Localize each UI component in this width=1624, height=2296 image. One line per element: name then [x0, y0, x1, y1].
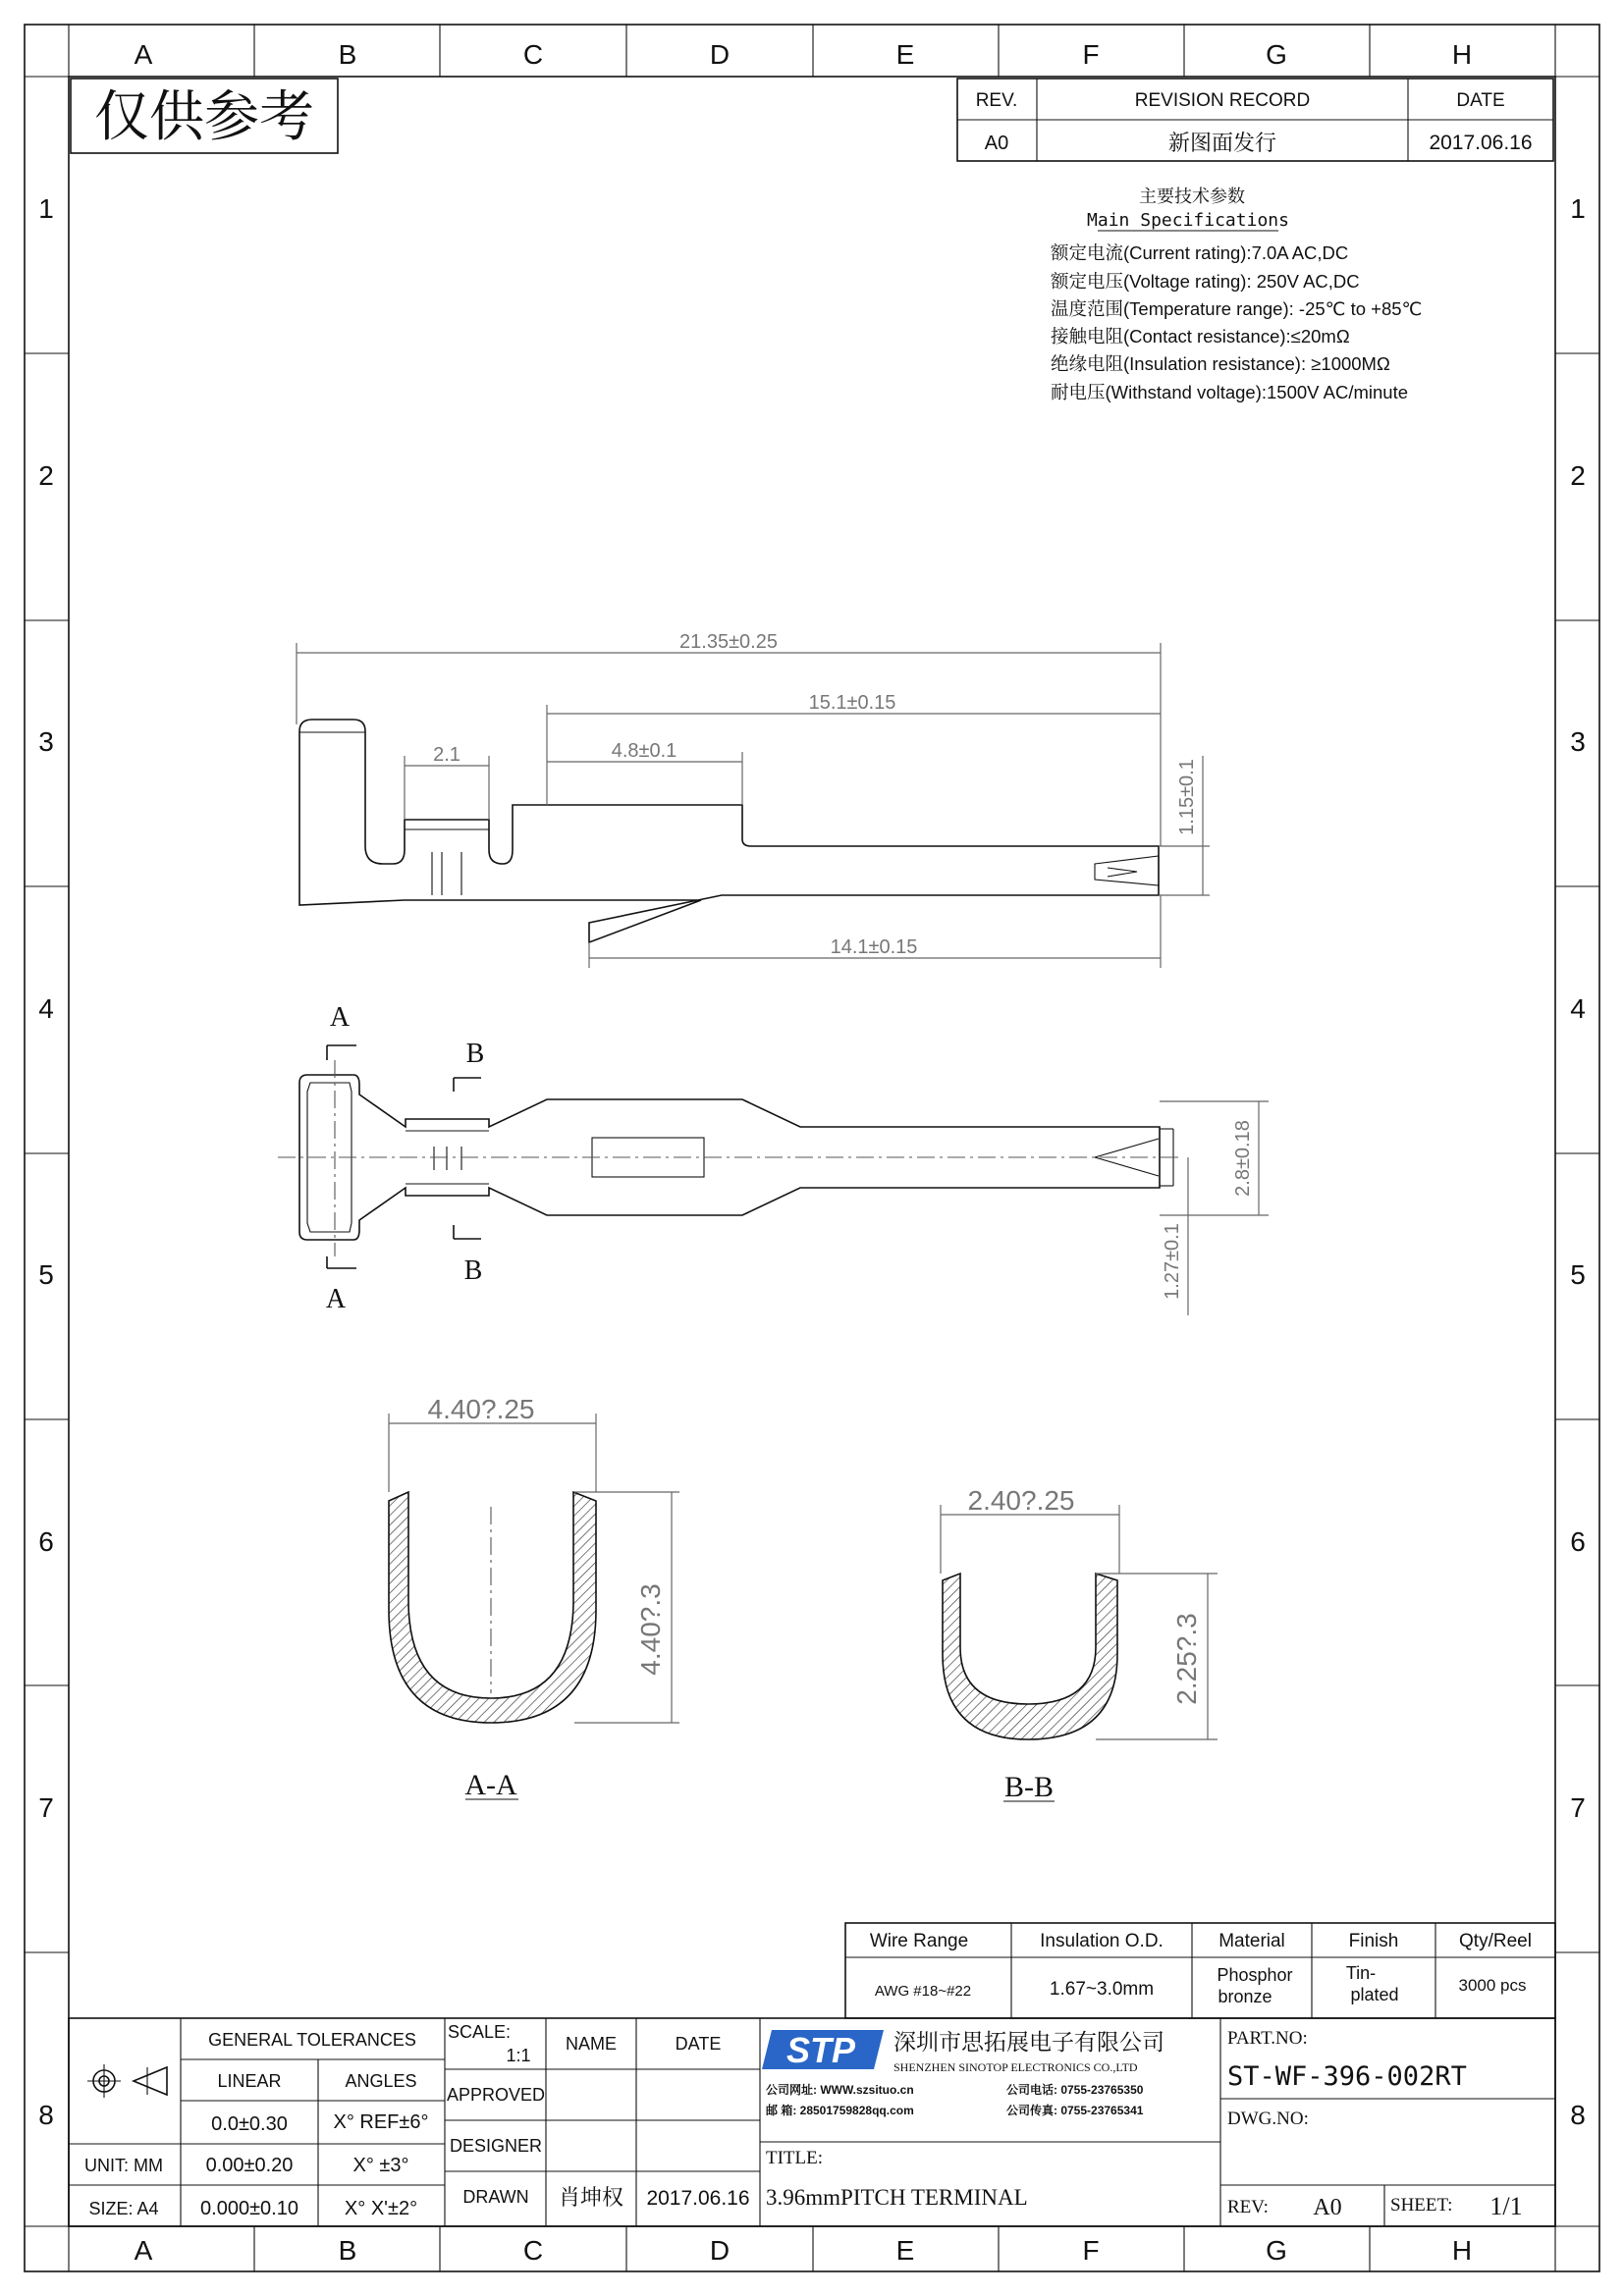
- section-a-a: [389, 1394, 679, 1801]
- rev-header: REV.: [975, 90, 1018, 111]
- terminal-side-view: [299, 720, 1159, 942]
- zone-col-label: E: [895, 2235, 915, 2266]
- stamp-text: 仅供参考: [94, 87, 314, 148]
- section-title-aa: A-A: [464, 1769, 517, 1801]
- section-label-b: B: [465, 1039, 485, 1069]
- revision-date-value: 2017.06.16: [1429, 132, 1533, 154]
- scale-label: SCALE:: [447, 2022, 512, 2042]
- param-finish-line: plated: [1350, 1985, 1399, 2004]
- company-website: 公司网址: WWW.szsituo.cn: [766, 2083, 914, 2097]
- tolerance-linear: 0.00±0.20: [205, 2155, 294, 2176]
- title-label: TITLE:: [766, 2148, 824, 2168]
- zone-row-label: 6: [38, 1526, 54, 1557]
- param-header: Insulation O.D.: [1040, 1931, 1164, 1951]
- dim-lance-length: 14.1±0.15: [830, 936, 918, 958]
- company-fax: 公司传真: 0755-23765341: [1006, 2104, 1144, 2117]
- drawing-title: 3.96mmPITCH TERMINAL: [766, 2185, 1028, 2210]
- approved-label: APPROVED: [446, 2085, 546, 2105]
- part-no-value: ST-WF-396-002RT: [1227, 2061, 1467, 2092]
- zone-col-label: A: [134, 2235, 153, 2266]
- zone-row-label: 8: [38, 2100, 54, 2130]
- dim-height: 1.15±0.1: [1176, 759, 1198, 835]
- tolerance-linear: 0.0±0.30: [211, 2113, 288, 2135]
- param-header: Wire Range: [869, 1931, 969, 1951]
- rev-value: A0: [984, 133, 1009, 154]
- spec-line: 接触电阻(Contact resistance):≤20mΩ: [1051, 326, 1350, 347]
- spec-line: 额定电压(Voltage rating): 250V AC,DC: [1051, 271, 1360, 292]
- revision-record-table: [957, 79, 1553, 161]
- section-markers: [326, 1002, 484, 1314]
- part-no-label: PART.NO:: [1227, 2028, 1308, 2049]
- section-label-a: A: [329, 1002, 351, 1033]
- unit-label: UNIT: MM: [84, 2156, 163, 2175]
- zone-col-label: H: [1451, 2235, 1473, 2266]
- size-label: SIZE: A4: [88, 2199, 159, 2218]
- dim-section-bb-width: 2.40?.25: [967, 1485, 1075, 1516]
- spec-line: 温度范围(Temperature range): -25℃ to +85℃: [1051, 298, 1423, 319]
- zone-row-label: 5: [1570, 1259, 1586, 1290]
- linear-label: LINEAR: [217, 2071, 282, 2091]
- zone-col-label: A: [134, 39, 153, 70]
- spec-line: 耐电压(Withstand voltage):1500V AC/minute: [1051, 382, 1408, 402]
- param-wire-range: AWG #18~#22: [874, 1983, 972, 2000]
- zone-row-label: 7: [1570, 1792, 1586, 1823]
- param-finish-line: Tin-: [1345, 1963, 1377, 1983]
- dim-section-aa-width: 4.40?.25: [427, 1394, 535, 1424]
- dim-contact-length: 15.1±0.15: [808, 692, 896, 714]
- zone-col-label: H: [1451, 39, 1473, 70]
- zone-col-label: C: [522, 39, 544, 70]
- param-header: Qty/Reel: [1459, 1931, 1532, 1951]
- tolerance-angle: X° REF±6°: [333, 2111, 429, 2133]
- rev-label: REV:: [1227, 2197, 1269, 2217]
- reference-stamp: [71, 79, 338, 153]
- drawn-name: 肖坤权: [558, 2185, 624, 2210]
- zone-row-label: 4: [1570, 993, 1586, 1024]
- spec-line: 绝缘电阻(Insulation resistance): ≥1000MΩ: [1051, 353, 1390, 374]
- section-b-b: [941, 1485, 1218, 1803]
- rev-value: A0: [1313, 2195, 1342, 2220]
- zone-row-label: 2: [38, 460, 54, 491]
- general-tolerances-label: GENERAL TOLERANCES: [208, 2030, 416, 2050]
- zone-col-label: F: [1082, 2235, 1100, 2266]
- section-title-bb: B-B: [1003, 1771, 1055, 1803]
- company-phone: 公司电话: 0755-23765350: [1006, 2083, 1144, 2097]
- date-label: DATE: [675, 2034, 722, 2054]
- tolerance-linear: 0.000±0.10: [200, 2198, 298, 2219]
- param-insulation-od: 1.67~3.0mm: [1049, 1979, 1155, 2000]
- zone-row-label: 8: [1570, 2100, 1586, 2130]
- param-header: Material: [1218, 1931, 1285, 1951]
- zone-row-label: 4: [38, 993, 54, 1024]
- zone-col-label: G: [1266, 39, 1287, 70]
- dim-insulation-barrel: 4.8±0.1: [611, 740, 677, 762]
- dwg-no-label: DWG.NO:: [1227, 2109, 1309, 2129]
- dim-overall-length: 21.35±0.25: [679, 631, 778, 653]
- revision-record-header: REVISION RECORD: [1134, 90, 1311, 111]
- parameters-table: [845, 1923, 1555, 2018]
- zone-row-label: 6: [1570, 1526, 1586, 1557]
- param-material-line: bronze: [1218, 1987, 1272, 2006]
- zone-col-label: D: [709, 2235, 731, 2266]
- zone-col-label: G: [1266, 2235, 1287, 2266]
- terminal-top-view: [278, 1060, 1178, 1256]
- zone-col-label: B: [338, 2235, 357, 2266]
- projection-symbol-icon: [87, 2064, 167, 2098]
- company-name-en: SHENZHEN SINOTOP ELECTRONICS CO.,LTD: [893, 2060, 1138, 2074]
- tolerance-angle: X° ±3°: [352, 2155, 409, 2176]
- title-block: [69, 2018, 1555, 2226]
- dim-width: 2.8±0.18: [1232, 1120, 1254, 1197]
- zone-row-label: 3: [1570, 726, 1586, 757]
- zone-col-label: C: [522, 2235, 544, 2266]
- zone-row-label: 7: [38, 1792, 54, 1823]
- drawn-date: 2017.06.16: [646, 2187, 750, 2210]
- param-header: Finish: [1348, 1931, 1399, 1951]
- dim-crimp-barrel: 2.1: [433, 744, 460, 766]
- param-qty-reel: 3000 pcs: [1458, 1976, 1527, 1995]
- date-header: DATE: [1456, 90, 1505, 111]
- zone-row-label: 3: [38, 726, 54, 757]
- company-logo: [762, 2030, 884, 2070]
- tolerance-angle: X° X'±2°: [344, 2198, 418, 2219]
- company-email: 邮 箱: 28501759828qq.com: [766, 2104, 914, 2117]
- zone-col-label: F: [1082, 39, 1100, 70]
- main-specifications: [1051, 187, 1422, 402]
- section-label-a: A: [325, 1284, 347, 1314]
- sheet-value: 1/1: [1489, 2192, 1523, 2220]
- company-logo-text: STP: [785, 2030, 856, 2070]
- top-view-dimensions: [1160, 1101, 1269, 1315]
- section-label-b: B: [463, 1255, 483, 1286]
- specs-title-cn: 主要技术参数: [1139, 187, 1245, 206]
- name-label: NAME: [565, 2034, 618, 2054]
- revision-record-value: 新图面发行: [1167, 131, 1277, 155]
- specs-title-en: Main Specifications: [1087, 210, 1289, 231]
- company-name-cn: 深圳市思拓展电子有限公司: [893, 2029, 1164, 2055]
- spec-line: 额定电流(Current rating):7.0A AC,DC: [1051, 242, 1349, 263]
- zone-col-label: B: [338, 39, 357, 70]
- dim-offset: 1.27±0.1: [1162, 1223, 1183, 1300]
- zone-row-label: 2: [1570, 460, 1586, 491]
- zone-col-label: D: [709, 39, 731, 70]
- drawn-label: DRAWN: [462, 2187, 529, 2207]
- param-material-line: Phosphor: [1217, 1965, 1293, 1985]
- zone-row-label: 1: [1570, 193, 1586, 224]
- zone-row-label: 1: [38, 193, 54, 224]
- zone-row-label: 5: [38, 1259, 54, 1290]
- side-view-dimensions: [297, 631, 1210, 968]
- scale-value: 1:1: [506, 2046, 531, 2065]
- sheet-label: SHEET:: [1390, 2195, 1453, 2216]
- zone-col-label: E: [895, 39, 915, 70]
- dim-section-bb-height: 2.25?.3: [1171, 1613, 1202, 1705]
- dim-section-aa-height: 4.40?.3: [635, 1583, 666, 1676]
- angles-label: ANGLES: [345, 2071, 417, 2091]
- designer-label: DESIGNER: [449, 2136, 543, 2156]
